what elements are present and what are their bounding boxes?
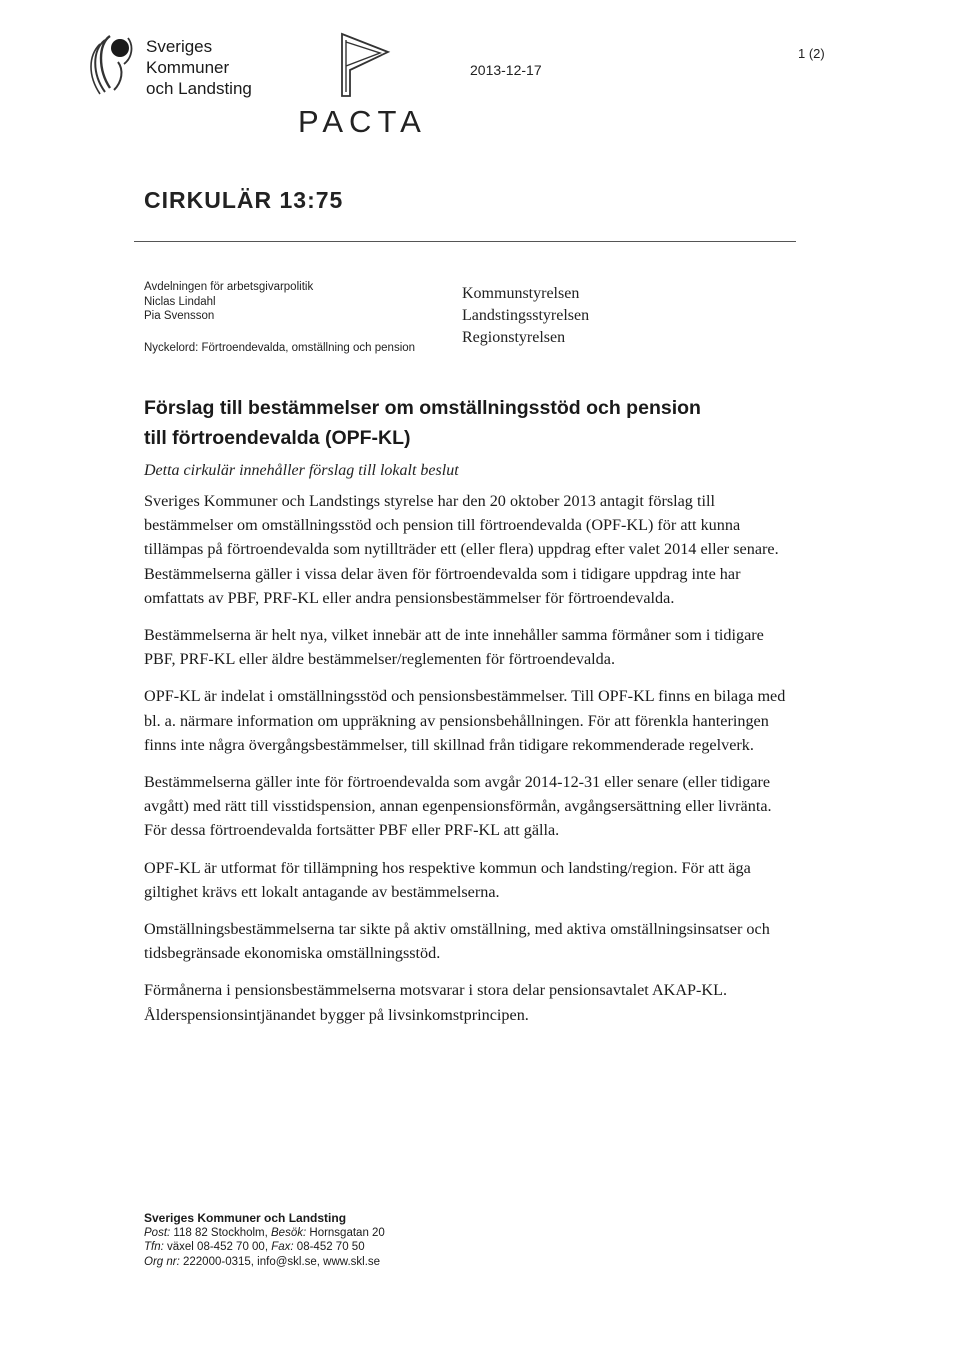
- footer-post-value: 118 82 Stockholm,: [170, 1226, 272, 1239]
- pacta-logo-icon: [336, 30, 392, 100]
- footer-address: [144, 1226, 385, 1241]
- skl-name-line-2: Kommuner: [146, 58, 230, 77]
- body-paragraph: Förmånerna i pensionsbestämmelserna motsvarar i stora delar pensionsavtalet AKAP-KL. Ålderspensionsintjänandet bygger på livsinkomstprincipen.: [144, 981, 728, 1024]
- body-text: [144, 489, 794, 1040]
- skl-logo: [88, 30, 318, 100]
- skl-emblem-icon: [88, 30, 138, 96]
- pacta-wordmark: PACTA: [298, 104, 427, 139]
- circular-number: CIRKULÄR 13:75: [144, 187, 344, 213]
- body-paragraph: Bestämmelserna gäller inte för förtroendevalda som avgår 2014-12-31 eller senare (eller tidigare avgått) med rätt till visstidspension, annan egenpensionsförmån, avgångsersättning eller livränta. För dessa förtroendevalda fortsätter PBF eller PRF-KL att gälla.: [144, 773, 772, 840]
- document-title: [144, 393, 824, 453]
- document-title-line: till förtroendevalda (OPF-KL): [144, 427, 411, 449]
- body-paragraph: Bestämmelserna är helt nya, vilket innebär att de inte innehåller samma förmåner som i tidigare PBF, PRF-KL eller äldre bestämmelser/reglementen för förtroendevalda.: [144, 626, 764, 669]
- footer-phone-label: Tfn:: [144, 1241, 164, 1253]
- sender-person: Pia Svensson: [144, 310, 215, 322]
- footer-fax-label: Fax:: [271, 1241, 294, 1253]
- recipient: Regionstyrelsen: [462, 329, 566, 346]
- skl-name-line-3: och Landsting: [146, 79, 252, 98]
- footer-phone-value: växel 08-452 70 00,: [163, 1241, 272, 1253]
- body-paragraph: OPF-KL är utformat för tillämpning hos respektive kommun och landsting/region. För att äga giltighet krävs ett lokalt antagande av bestämmelserna.: [144, 858, 751, 901]
- footer-org: Sveriges Kommuner och Landsting: [144, 1211, 347, 1225]
- footer-phone: [144, 1240, 385, 1255]
- sender-person: Niclas Lindahl: [144, 295, 216, 308]
- sender-block: [144, 280, 313, 324]
- lead-text: Detta cirkulär innehåller förslag till lokalt beslut: [144, 462, 459, 479]
- footer: [144, 1211, 385, 1269]
- keywords: Nyckelord: Förtroendevalda, omställning och pension: [144, 342, 416, 354]
- header-divider: [134, 241, 796, 242]
- footer-orgnr-label: Org nr:: [144, 1255, 180, 1268]
- recipients-block: [462, 283, 589, 349]
- skl-name: [146, 36, 252, 99]
- body-paragraph: Omställningsbestämmelserna tar sikte på aktiv omställning, med aktiva omställningsinsatser och tidsbegränsade ekonomiska omställningsstöd.: [144, 920, 770, 963]
- body-paragraph: OPF-KL är indelat i omställningsstöd och pensionsbestämmelser. Till OPF-KL finns en bilaga med bl. a. närmare information om uppräkning av pensionsbehållningen. För att förenkla hanteringen finns inte några övergångsbestämmelser, till skillnad från tidigare rekommenderade regelverk.: [144, 687, 786, 754]
- recipient: Landstingsstyrelsen: [462, 307, 590, 324]
- footer-visit-value: Hornsgatan 20: [306, 1226, 385, 1239]
- document-title-line: Förslag till bestämmelser om omställningsstöd och pension: [144, 397, 701, 419]
- recipient: Kommunstyrelsen: [462, 285, 580, 302]
- skl-name-line-1: Sveriges: [146, 37, 213, 56]
- sender-department: Avdelningen för arbetsgivarpolitik: [144, 281, 314, 293]
- footer-orgnr-value: 222000-0315, info@skl.se, www.skl.se: [179, 1255, 381, 1268]
- footer-visit-label: Besök:: [271, 1226, 307, 1239]
- footer-fax-value: 08-452 70 50: [293, 1241, 365, 1253]
- document-date: 2013-12-17: [470, 62, 542, 78]
- footer-orgnr: [144, 1255, 385, 1270]
- page-number: 1 (2): [798, 46, 825, 61]
- footer-post-label: Post:: [144, 1226, 171, 1239]
- body-paragraph: Sveriges Kommuner och Landstings styrelse har den 20 oktober 2013 antagit förslag till bestämmelser om omställningsstöd och pension till förtroendevalda (OPF-KL) för att kunna tillämpas på förtroendevalda som nytillträder ett (eller flera) uppdrag efter valet 2014 eller senare. Bestämmelserna gäller i vissa delar även för förtroendevalda som i tidigare uppdrag inte har omfattats av PBF, PRF-KL eller andra pensionsbestämmelser för förtroendevalda.: [144, 492, 779, 607]
